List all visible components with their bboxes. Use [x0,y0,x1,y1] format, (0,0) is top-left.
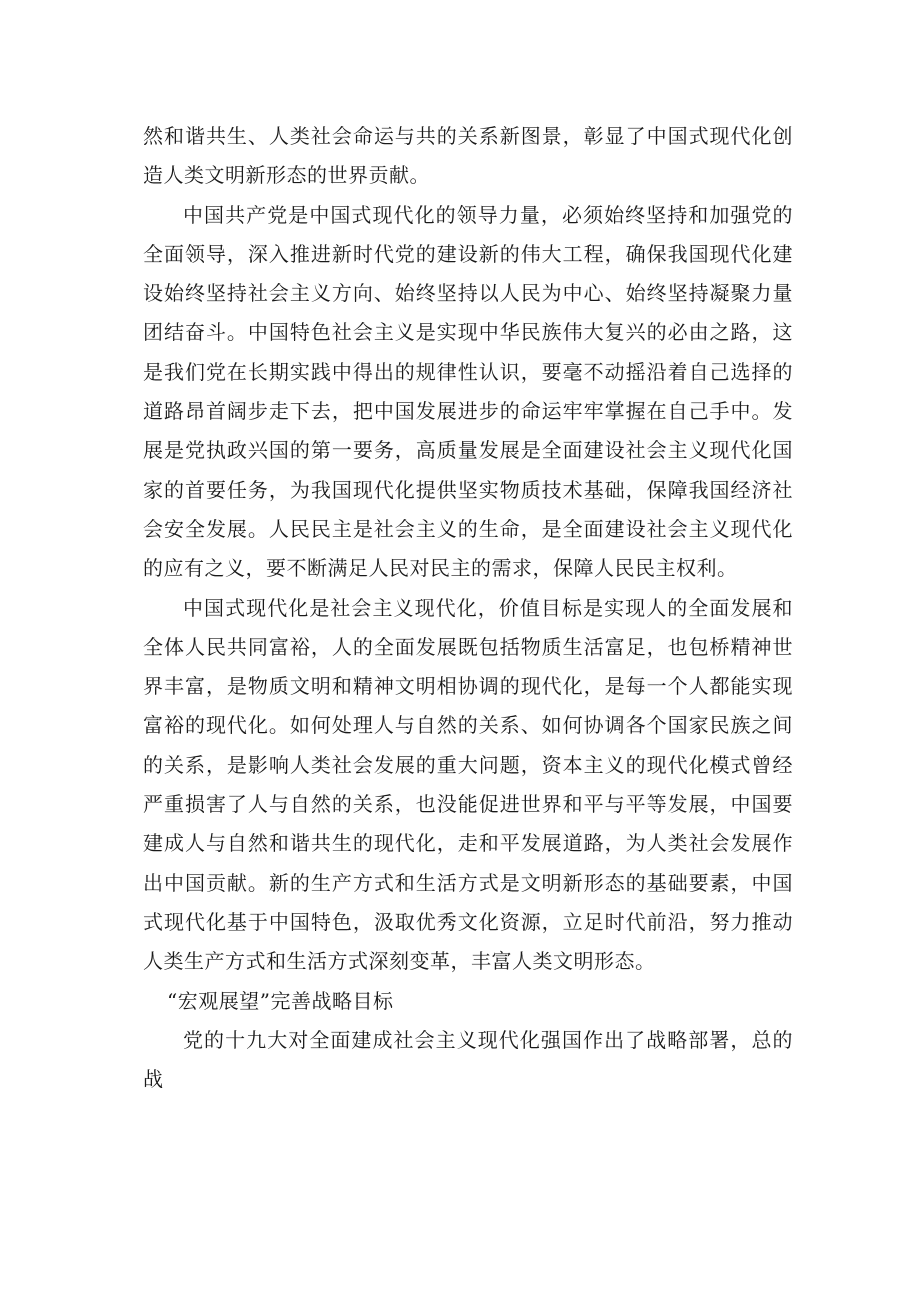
paragraph-party-leadership: 中国共产党是中国式现代化的领导力量，必须始终坚持和加强党的全面领导，深入推进新时代党的建设新的伟大工程，确保我国现代化建设始终坚持社会主义方向、始终坚持以人民为中心、始终坚持凝聚力量团结奋斗。中国特色社会主义是实现中华民族伟大复兴的必由之路，这是我们党在长期实践中得出的规律性认识，要毫不动摇沿着自己选择的道路昂首阔步走下去，把中国发展进步的命运牢牢掌握在自己手中。发展是党执政兴国的第一要务，高质量发展是全面建设社会主义现代化国家的首要任务，为我国现代化提供坚实物质技术基础，保障我国经济社会安全发展。人民民主是社会主义的生命，是全面建设社会主义现代化的应有之义，要不断满足人民对民主的需求，保障人民民主权利。 [143,202,793,581]
paragraph-socialist-modernization: 中国式现代化是社会主义现代化，价值目标是实现人的全面发展和全体人民共同富裕，人的全面发展既包括物质生活富足，也包桥精神世界丰富，是物质文明和精神文明相协调的现代化，是每一个人都能实现富裕的现代化。如何处理人与自然的关系、如何协调各个国家民族之间的关系，是影响人类社会发展的重大问题，资本主义的现代化模式曾经严重损害了人与自然的关系，也没能促进世界和平与平等发展，中国要建成人与自然和谐共生的现代化，走和平发展道路，为人类社会发展作出中国贡献。新的生产方式和生活方式是文明新形态的基础要素，中国式现代化基于中国特色，汲取优秀文化资源，立足时代前沿，努力推动人类生产方式和生活方式深刻变革，丰富人类文明形态。 [143,595,793,974]
paragraph-continuation: 然和谐共生、人类社会命运与共的关系新图景，彰显了中国式现代化创造人类文明新形态的世界贡献。 [143,124,793,188]
paragraph-strategic-deployment: 党的十九大对全面建成社会主义现代化强国作出了战略部署，总的战 [143,1027,793,1092]
section-heading: “宏观展望”完善战略目标 [167,988,394,1013]
document-body [143,117,793,1099]
